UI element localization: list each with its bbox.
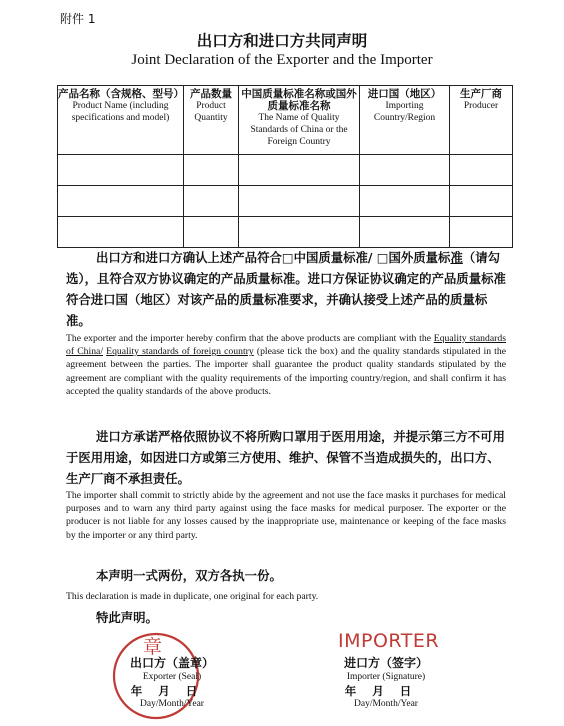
paragraph-4-chinese: 特此声明。 xyxy=(96,610,158,625)
paragraph-1-chinese: 出口方和进口方确认上述产品符合□中国质量标准/ □国外质量标准（请勾选），且符合双方协议确定的产品质量标准。进口方保证协议确定的产品质量标准符合进口国（地区）对该产品的质量标准要求，并确认接受上述产品的质量标准。 xyxy=(66,250,506,328)
importer-date-english: Day/Month/Year xyxy=(354,699,418,709)
header-product-name: 产品名称（含规格、型号） Product Name (including specifications and model) xyxy=(58,86,184,155)
exporter-date-chinese: 年月日 xyxy=(130,684,214,698)
exporter-label: 出口方（盖章） xyxy=(129,656,214,670)
table-row xyxy=(58,217,513,248)
attachment-label: 附件 1 xyxy=(60,12,96,26)
product-table xyxy=(57,85,513,248)
importer-stamp: IMPORTER xyxy=(338,630,440,652)
table-row xyxy=(58,186,513,217)
header-product-quantity: 产品数量 Product Quantity xyxy=(184,86,239,155)
header-importing-country: 进口国（地区） Importing Country/Region xyxy=(360,86,450,155)
importer-date-chinese: 年月日 xyxy=(344,684,428,698)
exporter-label-english: Exporter (Seal) xyxy=(142,672,202,682)
header-quality-standard: 中国质量标准名称或国外质量标准名称 The Name of Quality Standards of China or the Foreign Country xyxy=(239,86,360,155)
paragraph-2-chinese: 进口方承诺严格依照协议不将所购口罩用于医用用途，并提示第三方不可用于医用用途，如因进口方或第三方使用、维护、保管不当造成损失的，出口方、生产厂商不承担责任。 xyxy=(66,429,505,486)
importer-label: 进口方（签字） xyxy=(343,656,428,670)
paragraph-3-english: This declaration is made in duplicate, one original for each party. xyxy=(66,591,319,602)
paragraph-3-chinese: 本声明一式两份，双方各执一份。 xyxy=(96,568,282,583)
importer-label-english: Importer (Signature) xyxy=(346,672,426,682)
importer-signature-block xyxy=(326,655,446,711)
table-header-row xyxy=(58,86,513,155)
checkbox-china-standard[interactable]: □ xyxy=(281,250,294,265)
table-row xyxy=(58,155,513,186)
title-chinese: 出口方和进口方共同声明 xyxy=(196,32,368,50)
exporter-date-english: Day/Month/Year xyxy=(140,699,204,709)
title-english: Joint Declaration of the Exporter and the Importer xyxy=(131,52,433,68)
paragraph-2-english: The importer shall commit to strictly abide by the agreement and not use the face masks it purchases for medical purposes and to warn any third party against using the face masks for medical purposer. The exporter or the producer is not liable for any losses caused by the inappropriate use, maintenance or keeping of the face masks by the importer or any third party. xyxy=(66,490,506,541)
header-producer: 生产厂商 Producer xyxy=(450,86,513,155)
seal-character: 章 xyxy=(143,636,163,658)
checkbox-foreign-standard[interactable]: □ xyxy=(376,250,389,265)
exporter-signature-block xyxy=(112,655,232,711)
paragraph-1-english: The exporter and the importer hereby confirm that the above products are compliant with the Equality standards of China/ Equality standards of foreign country (please tick the box) and the quality standards stipulated in the agreement between the parties. The importer shall guarantee the product quality standards stipulated by the agreement are compliant with the quality requirements of the importing country/region, and shall confirm it has accepted the quality standards of the above products. xyxy=(66,333,506,397)
